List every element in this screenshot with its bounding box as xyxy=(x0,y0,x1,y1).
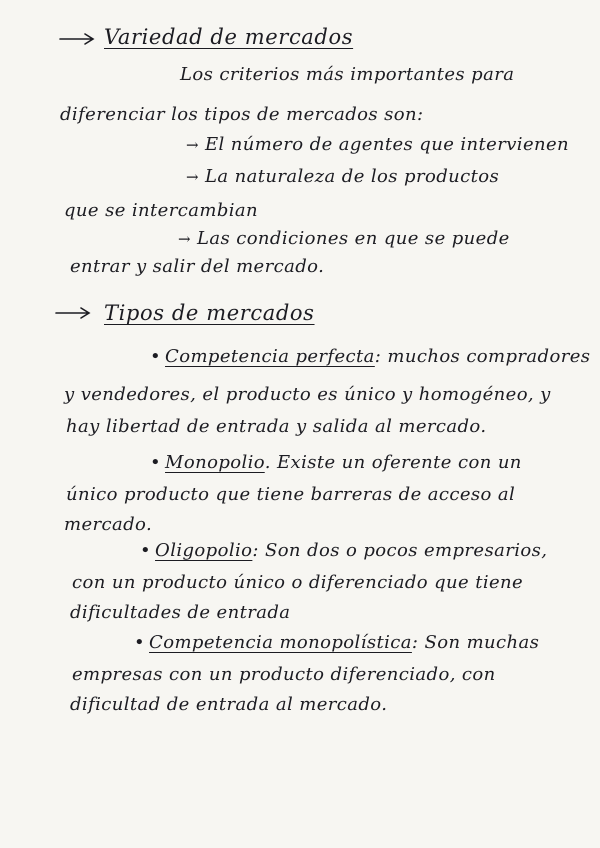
item-4-rest: : Son muchas xyxy=(411,632,540,653)
item-1-rest: : muchos compradores xyxy=(374,346,591,367)
criterion-3 xyxy=(178,228,510,250)
bullet: • xyxy=(150,452,162,473)
item-3-line-2: con un producto único o diferenciado que tiene xyxy=(72,572,524,593)
item-4-line-3: dificultad de entrada al mercado. xyxy=(70,694,388,715)
item-1-line-3: hay libertad de entrada y salida al mercado. xyxy=(66,416,487,437)
criterion-2-text: La naturaleza de los productos xyxy=(204,166,500,187)
bullet: • xyxy=(140,540,152,561)
item-competencia-perfecta xyxy=(150,346,590,368)
criterion-2 xyxy=(186,166,499,188)
section-title-variedad: Variedad de mercados xyxy=(104,25,354,49)
small-arrow-icon: → xyxy=(178,230,191,248)
item-2-rest: . Existe un oferente con un xyxy=(264,452,522,473)
intro-line-2: diferenciar los tipos de mercados son: xyxy=(60,104,424,125)
item-2-line-2: único producto que tiene barreras de acceso al xyxy=(66,484,516,505)
criterion-3-text: Las condiciones en que se puede xyxy=(196,228,510,249)
item-monopolio xyxy=(150,452,522,474)
criterion-3-cont: entrar y salir del mercado. xyxy=(70,256,325,277)
criterion-2-cont: que se intercambian xyxy=(64,200,259,221)
small-arrow-icon: → xyxy=(186,136,199,154)
item-4-line-2: empresas con un producto diferenciado, con xyxy=(72,664,496,685)
term-oligopolio: Oligopolio xyxy=(155,540,253,561)
item-3-line-3: dificultades de entrada xyxy=(70,602,291,623)
item-2-line-3: mercado. xyxy=(64,514,153,535)
arrow-right-icon xyxy=(58,32,98,46)
criterion-1 xyxy=(186,134,569,156)
item-oligopolio xyxy=(140,540,547,562)
term-competencia-perfecta: Competencia perfecta xyxy=(165,346,375,367)
section-title-tipos: Tipos de mercados xyxy=(104,301,315,325)
criterion-1-text: El número de agentes que intervienen xyxy=(204,134,570,155)
bullet: • xyxy=(134,632,146,653)
intro-line-1: Los criterios más importantes para xyxy=(180,64,515,85)
term-competencia-monopolistica: Competencia monopolística xyxy=(149,632,412,653)
small-arrow-icon: → xyxy=(186,168,199,186)
item-1-line-2: y vendedores, el producto es único y homogéneo, y xyxy=(64,384,551,405)
bullet: • xyxy=(150,346,162,367)
item-3-rest: : Son dos o pocos empresarios, xyxy=(252,540,548,561)
item-competencia-monopolistica xyxy=(134,632,539,654)
arrow-right-icon xyxy=(54,306,94,320)
term-monopolio: Monopolio xyxy=(165,452,265,473)
